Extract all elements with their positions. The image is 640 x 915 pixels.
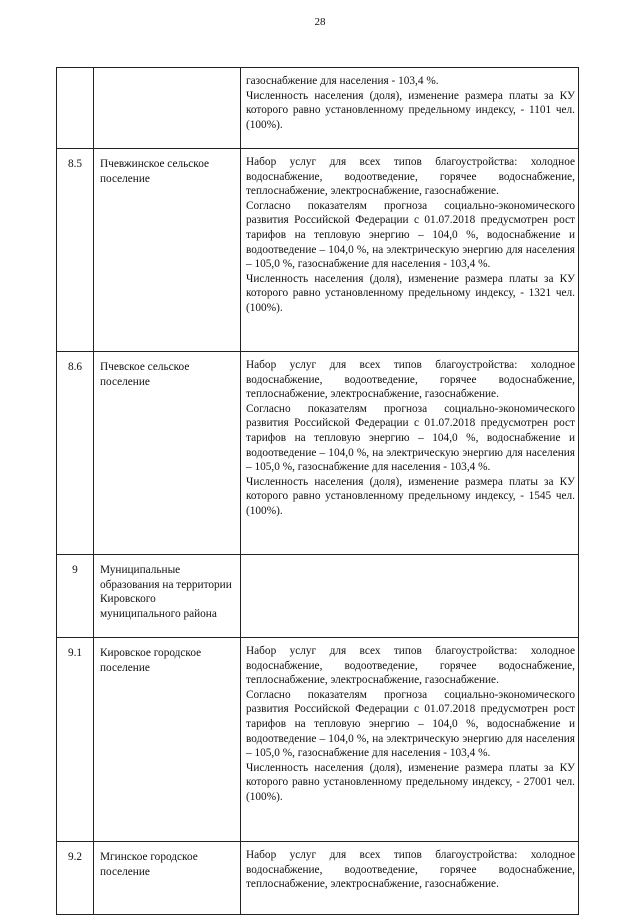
row-number: 9.1 <box>57 638 94 842</box>
row-description <box>241 842 579 915</box>
row-number: 9 <box>57 555 94 638</box>
description-paragraph: Согласно показателям прогноза социально-экономического развития Российской Федерации с 01.07.2018 предусмотрен рост тарифов на тепловую энергию – 104,0 %, водоснабжение и водоотведение – 104,0 %, на электрическую энергию для населения – 105,0 %, газоснабжение для населения - 103,4 %. <box>246 199 575 271</box>
row-description <box>241 638 579 842</box>
description-paragraph: Численность населения (доля), изменение размера платы за КУ которого равно установленному предельному индексу, - 1321 чел. (100%). <box>246 272 575 314</box>
description-paragraph: Набор услуг для всех типов благоустройства: холодное водоснабжение, водоотведение, горячее водоснабжение, теплоснабжение, электроснабжение, газоснабжение. <box>246 359 575 401</box>
municipality-name: Мгинское городское поселение <box>94 842 241 915</box>
description-paragraph: Набор услуг для всех типов благоустройства: холодное водоснабжение, водоотведение, горячее водоснабжение, теплоснабжение, электроснабжение, газоснабжение. <box>246 645 575 687</box>
municipality-name: Пчевское сельское поселение <box>94 352 241 555</box>
row-description <box>241 149 579 352</box>
tariff-table <box>56 67 579 915</box>
row-description <box>241 68 579 149</box>
municipality-name <box>94 68 241 149</box>
table-row <box>57 638 579 842</box>
page-number: 28 <box>314 16 326 28</box>
row-number: 8.6 <box>57 352 94 555</box>
description-paragraph: Численность населения (доля), изменение размера платы за КУ которого равно установленному предельному индексу, - 1101 чел. (100%). <box>246 89 575 131</box>
municipality-name: Кировское городское поселение <box>94 638 241 842</box>
table-row <box>57 842 579 915</box>
description-paragraph: Численность населения (доля), изменение размера платы за КУ которого равно установленному предельному индексу, - 1545 чел. (100%). <box>246 475 575 517</box>
description-paragraph: Согласно показателям прогноза социально-экономического развития Российской Федерации с 01.07.2018 предусмотрен рост тарифов на тепловую энергию – 104,0 %, водоснабжение и водоотведение – 104,0 %, на электрическую энергию для населения – 105,0 %, газоснабжение для населения - 103,4 %. <box>246 688 575 760</box>
district-name: Муниципальные образования на территории Кировского муниципального района <box>94 555 241 638</box>
table-row <box>57 68 579 149</box>
table-row <box>57 352 579 555</box>
row-number: 8.5 <box>57 149 94 352</box>
table-row <box>57 555 579 638</box>
row-number <box>57 68 94 149</box>
description-paragraph: Численность населения (доля), изменение размера платы за КУ которого равно установленному предельному индексу, - 27001 чел. (100%). <box>246 761 575 803</box>
row-description <box>241 555 579 638</box>
row-description <box>241 352 579 555</box>
description-paragraph: газоснабжение для населения - 103,4 %. <box>246 75 439 87</box>
description-paragraph: Набор услуг для всех типов благоустройства: холодное водоснабжение, водоотведение, горячее водоснабжение, теплоснабжение, электроснабжение, газоснабжение. <box>246 156 575 198</box>
table-row <box>57 149 579 352</box>
row-number: 9.2 <box>57 842 94 915</box>
description-paragraph: Набор услуг для всех типов благоустройства: холодное водоснабжение, водоотведение, горячее водоснабжение, теплоснабжение, электроснабжение, газоснабжение. <box>246 849 575 891</box>
description-paragraph: Согласно показателям прогноза социально-экономического развития Российской Федерации с 01.07.2018 предусмотрен рост тарифов на тепловую энергию – 104,0 %, водоснабжение и водоотведение – 104,0 %, на электрическую энергию для населения – 105,0 %, газоснабжение для населения - 103,4 %. <box>246 402 575 474</box>
municipality-name: Пчевжинское сельское поселение <box>94 149 241 352</box>
